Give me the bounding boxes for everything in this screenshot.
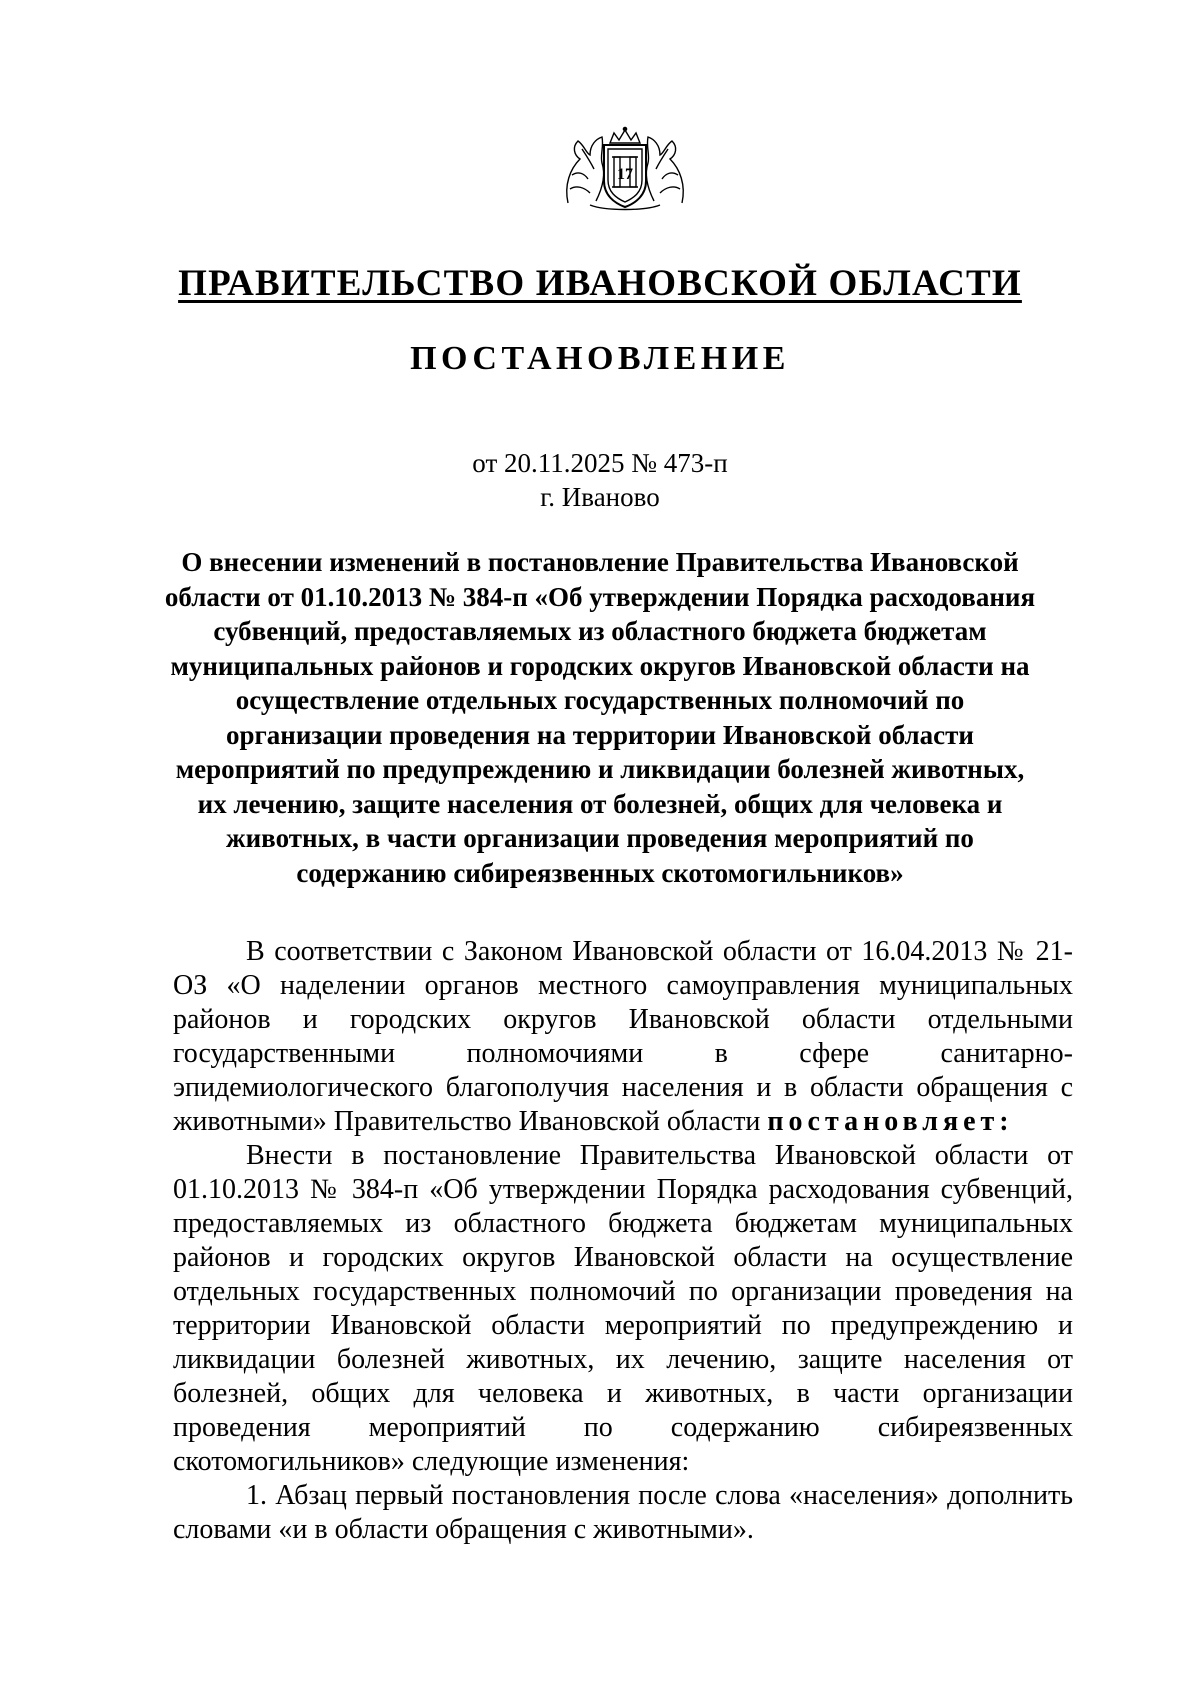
document-title: О внесении изменений в постановление Правительства Ивановской области от 01.10.2013 № 384-п «Об утверждении Порядка расходования субвенций, предоставляемых из областного бюджета бюджетам муниципальных районов и городских округов Ивановской области на осуществление отдельных государственных полномочий по организации проведения на территории Ивановской области мероприятий по предупреждению и ликвидации болезней животных, их лечению, защите населения от болезней, общих для человека и животных, в части организации проведения мероприятий по содержанию сибиреязвенных скотомогильников» [164, 547, 1036, 888]
emblem-inscription: 17 [617, 166, 633, 183]
resolution-keyword: постановляет: [767, 1106, 1014, 1137]
organization-name-text: ПРАВИТЕЛЬСТВО ИВАНОВСКОЙ ОБЛАСТИ [178, 263, 1022, 304]
organization-name [0, 262, 1200, 305]
body-paragraph-2: Внести в постановление Правительства Ивановской области от 01.10.2013 № 384-п «Об утверждении Порядка расходования субвенций, предоставляемых из областного бюджета бюджетам муниципальных районов и городских округов Ивановской области на осуществление отдельных государственных полномочий по организации проведения на территории Ивановской области мероприятий по предупреждению и ликвидации болезней животных, их лечению, защите населения от болезней, общих для человека и животных, в части организации проведения мероприятий по содержанию сибиреязвенных скотомогильников» следующие изменения: [173, 1140, 1073, 1477]
document-date-number: от 20.11.2025 № 473-п [472, 448, 728, 478]
document-city: г. Иваново [540, 482, 660, 512]
coat-of-arms-icon [560, 125, 690, 213]
document-type: ПОСТАНОВЛЕНИЕ [410, 340, 790, 377]
paragraph-1-text: В соответствии с Законом Ивановской области от 16.04.2013 № 21-ОЗ «О наделении органов местного самоуправления муниципальных районов и городских округов Ивановской области отдельными государственными полномочиями в сфере санитарно-эпидемиологического благополучия населения и в области обращения с животными» Правительство Ивановской области [173, 936, 1073, 1137]
document-body [173, 935, 1073, 1547]
body-paragraph-3: 1. Абзац первый постановления после слова «населения» дополнить словами «и в области обращения с животными». [173, 1480, 1073, 1545]
body-paragraph-1 [173, 935, 1073, 1139]
